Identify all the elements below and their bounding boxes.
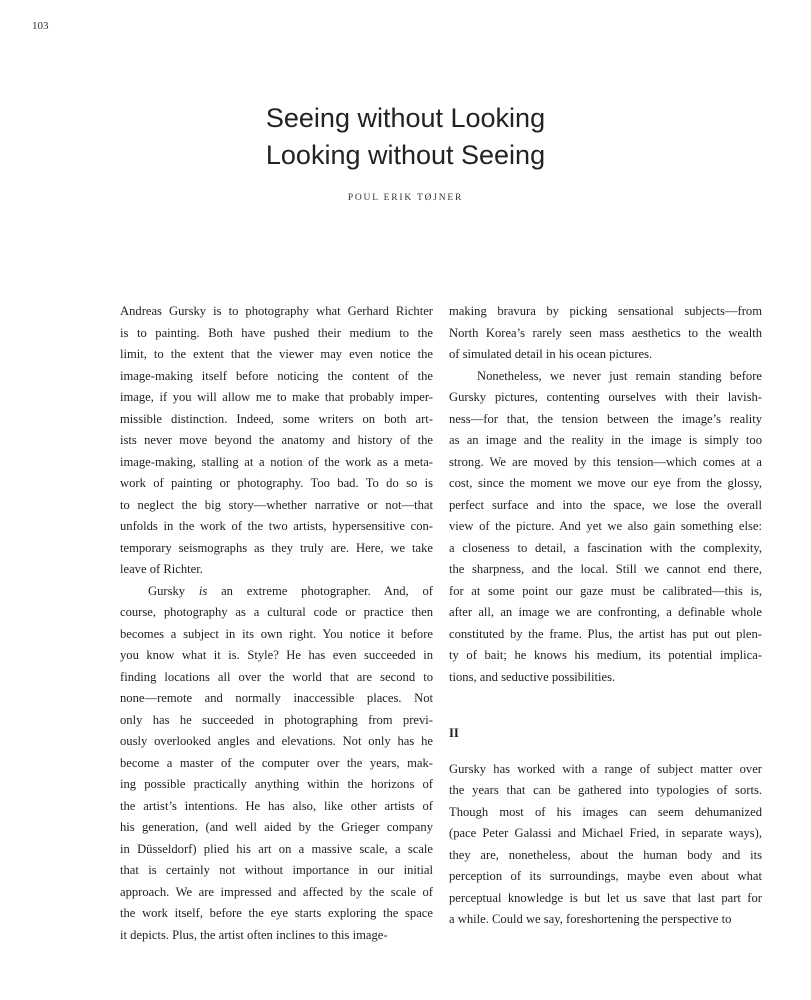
text-line: North Korea’s rarely seen mass aesthetics to the wealth	[449, 325, 762, 340]
right-column-top	[449, 301, 762, 688]
text-line: ness—for that, the tension between the image’s reality	[449, 411, 762, 426]
right-column-bottom	[449, 759, 762, 931]
text-line: as an image and the reality in the image is simply too	[449, 433, 762, 447]
text-line: course, photography as a cultural code or practice then	[120, 605, 433, 619]
text-line: finding locations all over the world that are second to	[120, 669, 433, 684]
text-line: image-making itself before noticing the content of the	[120, 368, 433, 383]
title-line-1: Seeing without Looking	[265, 103, 546, 133]
text-line: the work itself, before the eye starts exploring the space	[120, 906, 433, 920]
text-line: unfolds in the work of the two artists, hypersensitive con-	[120, 519, 433, 533]
article-title	[0, 100, 811, 174]
text-line: Andreas Gursky is to photography what Gerhard Richter	[120, 304, 433, 318]
text-line: becomes a subject in its own right. You notice it before	[120, 626, 433, 641]
text-line: only has he succeeded in photographing from previ-	[120, 712, 433, 727]
text-line: (pace Peter Galassi and Michael Fried, in separate ways),	[449, 826, 762, 840]
text-line: the years that can be gathered into typologies of sorts.	[449, 783, 762, 797]
text-line: Gursky pictures, contenting ourselves with their lavish-	[449, 390, 762, 404]
text-line: making bravura by picking sensational subjects—from	[449, 304, 762, 318]
text-line: is to painting. Both have pushed their medium to the	[120, 325, 433, 340]
left-column	[120, 301, 433, 946]
text-line: a while. Could we say, foreshortening the perspective to	[449, 912, 732, 926]
text-line: his generation, (and well aided by the Grieger company	[120, 820, 433, 834]
text-line: ists never move beyond the anatomy and history of the	[120, 433, 433, 447]
text-line: of simulated detail in his ocean pictures.	[449, 347, 653, 361]
title-line-2: Looking without Seeing	[265, 140, 546, 170]
text-line: perfect surface and into the space, we lose the overall	[449, 497, 762, 512]
author-byline: POUL ERIK TØJNER	[347, 193, 464, 203]
text-line: in Düsseldorf) plied his art on a massive scale, a scale	[120, 841, 433, 856]
text-line: become a master of the computer over the years, mak-	[120, 755, 433, 770]
text-line: tions, and seductive possibilities.	[449, 669, 616, 684]
text-line: Nonetheless, we never just remain standing before	[477, 368, 762, 383]
text-line: approach. We are impressed and affected by the scale of	[120, 884, 433, 899]
text-line: image-making, stalling at a notion of the work as a meta-	[120, 454, 433, 469]
text-line: ty of bait; he knows his medium, its potential implica-	[449, 648, 762, 662]
text-line: perceptual knowledge is but let us save that last part for	[449, 890, 762, 905]
text-line: limit, to the extent that the viewer may even notice the	[120, 347, 433, 361]
text-line: for at some point our gaze must be calibrated—this is,	[449, 583, 762, 598]
emphasis-word: is	[198, 583, 208, 598]
text-line: Though most of his images can seem dehumanized	[449, 804, 762, 819]
text-line: it depicts. Plus, the artist often inclines to this image-	[120, 927, 388, 942]
text-line: strong. We are moved by this tension—which comes at a	[449, 454, 762, 469]
text-line: ing possible practically anything within the horizons of	[120, 777, 433, 791]
text-line: view of the picture. And yet we also gain something else:	[449, 519, 762, 533]
text-line: leave of Richter.	[120, 562, 203, 576]
text-line: you know what it is. Style? He has even succeeded in	[120, 648, 433, 662]
text-line: work of painting or photography. Too bad. To do so is	[120, 476, 433, 490]
text-line: cost, since the moment we move our eye from the glossy,	[449, 476, 762, 490]
text-line: to neglect the big story—whether narrative or not—that	[120, 497, 433, 512]
right-column	[449, 301, 762, 931]
text-line: Gursky is an extreme photographer. And, of	[148, 583, 433, 598]
text-line: a closeness to detail, a fascination with the complexity,	[449, 540, 762, 555]
text-line: perception of its surroundings, maybe even about what	[449, 869, 762, 883]
text-line: that is certainly not without importance in our initial	[120, 863, 433, 877]
text-line: none—remote and normally inaccessible places. Not	[120, 691, 433, 705]
text-line: ously overlooked angles and elevations. Not only has he	[120, 734, 433, 748]
text-line: temporary seismographs as they truly are. Here, we take	[120, 540, 433, 555]
text-line: image, if you will allow me to make that probably imper-	[120, 390, 433, 404]
section-heading: II	[449, 726, 459, 740]
text-line: they are, nonetheless, about the human body and its	[449, 847, 762, 862]
text-line: missible distinction. Indeed, some writers on both art-	[120, 411, 433, 426]
text-line: the sharpness, and the local. Still we cannot end there,	[449, 562, 762, 576]
text-line: the artist’s intentions. He has also, like other artists of	[120, 798, 433, 813]
page-number: 103	[32, 20, 49, 32]
text-line: constituted by the frame. Plus, the artist has put out plen-	[449, 626, 762, 641]
text-line: after all, an image we are confronting, a definable whole	[449, 605, 762, 619]
text-line: Gursky has worked with a range of subject matter over	[449, 761, 762, 776]
